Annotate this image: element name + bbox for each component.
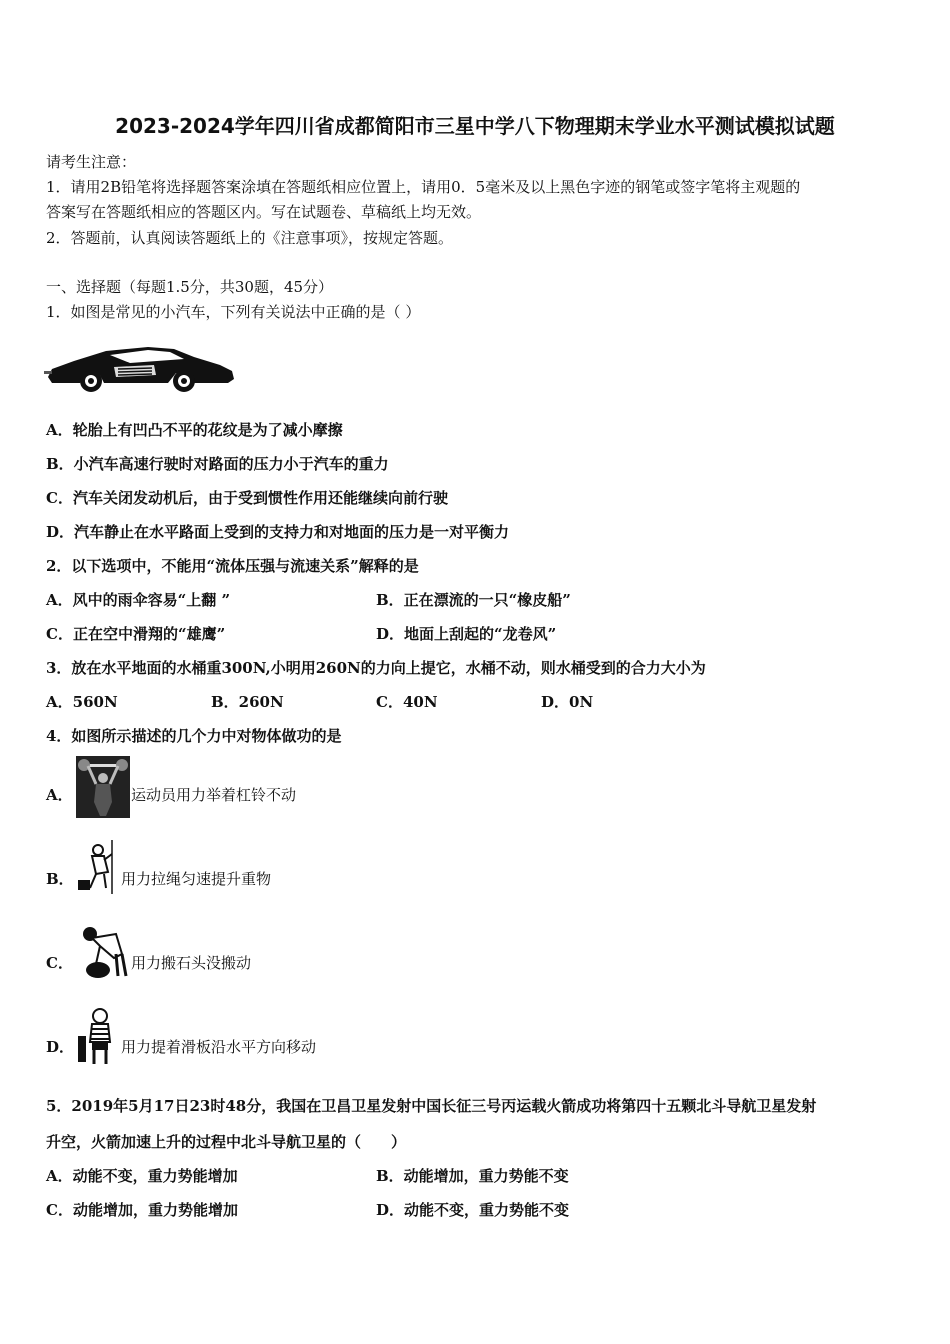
question-1-stem: 1．如图是常见的小汽车，下列有关说法中正确的是（ ） xyxy=(46,303,421,321)
q2-option-c: C．正在空中滑翔的“雄鹰” xyxy=(46,625,226,643)
notice-heading: 请考生注意： xyxy=(46,153,137,171)
q1-option-a: A．轮胎上有凹凸不平的花纹是为了减小摩擦 xyxy=(46,421,343,439)
person-pulling-rope-icon xyxy=(74,840,120,894)
q3-option-b: B．260N xyxy=(211,693,284,711)
section-heading: 一、选择题（每题1.5分，共30题，45分） xyxy=(46,278,334,296)
q5-option-b: B．动能增加，重力势能不变 xyxy=(376,1167,569,1185)
question-5-stem-line-1: 5．2019年5月17日23时48分，我国在卫昌卫星发射中国长征三号丙运载火箭成功将第四十五颗北斗导航卫星发射 xyxy=(46,1097,817,1115)
q4-option-d-text: 用力提着滑板沿水平方向移动 xyxy=(121,1038,317,1056)
q4-option-c-label: C． xyxy=(46,954,73,972)
q1-option-d: D．汽车静止在水平路面上受到的支持力和对地面的压力是一对平衡力 xyxy=(46,523,510,541)
question-2-stem: 2．以下选项中，不能用“流体压强与流速关系”解释的是 xyxy=(46,557,419,575)
question-5-stem-line-2: 升空，火箭加速上升的过程中北斗导航卫星的（ ） xyxy=(46,1133,407,1151)
weightlifter-icon xyxy=(76,756,130,818)
q3-option-c: C．40N xyxy=(376,693,438,711)
q2-option-d: D．地面上刮起的“龙卷风” xyxy=(376,625,557,643)
document-title: 2023-2024学年四川省成都简阳市三星中学八下物理期末学业水平测试模拟试题 xyxy=(115,114,835,138)
notice-line-2: 2．答题前，认真阅读答题纸上的《注意事项》，按规定答题。 xyxy=(46,229,454,247)
q5-option-d: D．动能不变，重力势能不变 xyxy=(376,1201,570,1219)
notice-line-1: 1．请用2B铅笔将选择题答案涂填在答题纸相应位置上，请用0．5毫米及以上黑色字迹的钢笔或签字笔将主观题的 xyxy=(46,178,801,196)
sports-car-icon xyxy=(44,343,236,393)
q5-option-a: A．动能不变，重力势能增加 xyxy=(46,1167,238,1185)
q3-option-d: D．0N xyxy=(541,693,594,711)
question-4-stem: 4．如图所示描述的几个力中对物体做功的是 xyxy=(46,727,342,745)
q1-option-c: C．汽车关闭发动机后，由于受到惯性作用还能继续向前行驶 xyxy=(46,489,448,507)
person-carrying-skateboard-icon xyxy=(74,1006,122,1068)
question-3-stem: 3．放在水平地面的水桶重300N,小明用260N的力向上提它，水桶不动，则水桶受到的合力大小为 xyxy=(46,659,706,677)
q4-option-d-label: D． xyxy=(46,1038,75,1056)
q2-option-b: B．正在漂流的一只“橡皮船” xyxy=(376,591,571,609)
q4-option-a-text: 运动员用力举着杠铃不动 xyxy=(131,786,297,804)
person-lifting-stone-icon xyxy=(76,924,130,980)
q1-option-b: B．小汽车高速行驶时对路面的压力小于汽车的重力 xyxy=(46,455,389,473)
q4-option-b-text: 用力拉绳匀速提升重物 xyxy=(121,870,272,888)
q3-option-a: A．560N xyxy=(46,693,118,711)
q4-option-b-label: B． xyxy=(46,870,74,888)
q4-option-a-label: A． xyxy=(46,786,73,804)
q2-option-a: A．风中的雨伞容易“上翻 ” xyxy=(46,591,231,609)
notice-line-1b: 答案写在答题纸相应的答题区内。写在试题卷、草稿纸上均无效。 xyxy=(46,203,482,221)
q4-option-c-text: 用力搬石头没搬动 xyxy=(131,954,252,972)
q5-option-c: C．动能增加，重力势能增加 xyxy=(46,1201,238,1219)
